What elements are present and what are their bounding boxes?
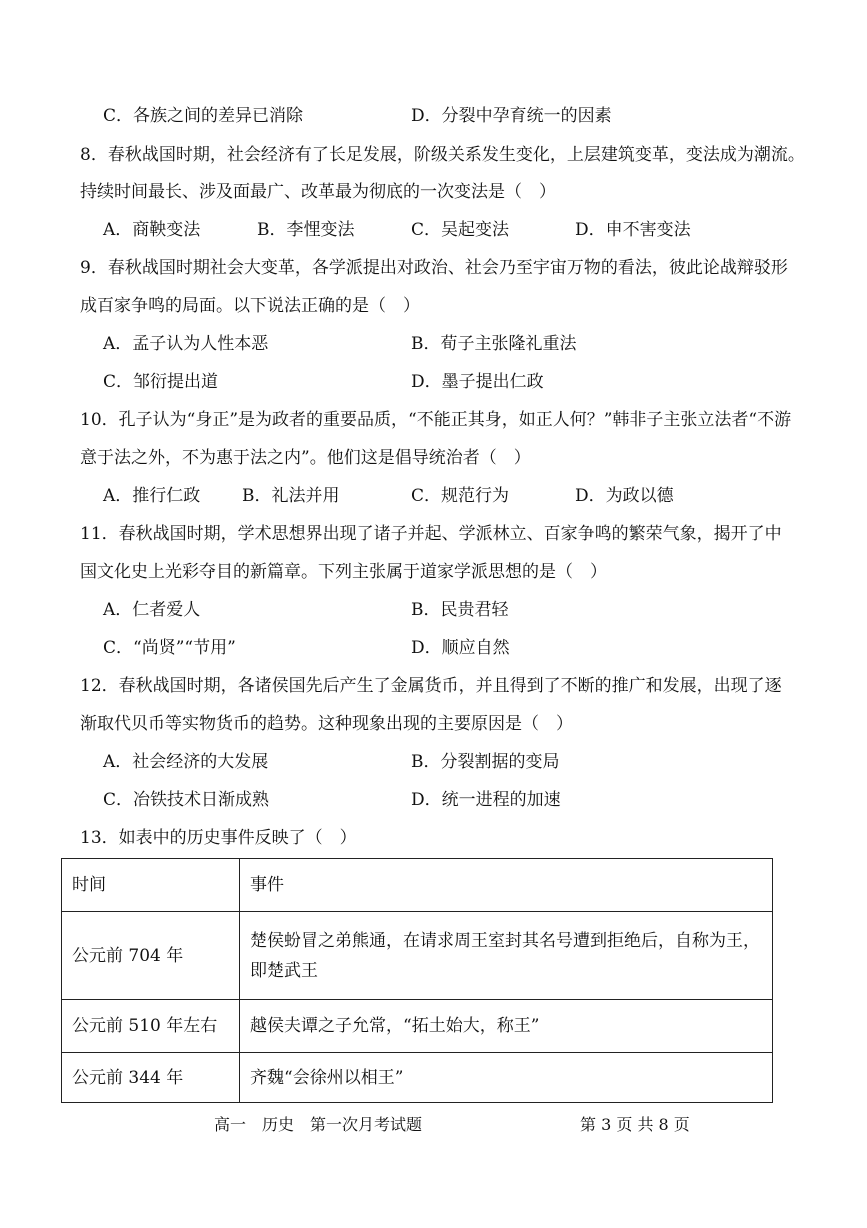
q9-option-d: D．墨子提出仁政 xyxy=(411,372,544,392)
q10-stem-line1: 10．孔子认为“身正”是为政者的重要品质，“不能正其身，如正人何？”韩非子主张立法者“不游 xyxy=(80,410,792,430)
q11-stem-line1: 11．春秋战国时期，学术思想界出现了诸子并起、学派林立、百家争鸣的繁荣气象，揭开了中 xyxy=(80,524,782,544)
q12-option-c: C．冶铁技术日渐成熟 xyxy=(103,790,270,810)
event-text-line1: 楚侯蚡冒之弟熊通，在请求周王室封其名号遭到拒绝后，自称为王， xyxy=(250,930,760,951)
q8-option-b: B．李悝变法 xyxy=(257,220,355,240)
q9-stem-line1: 9．春秋战国时期社会大变革，各学派提出对政治、社会乃至宇宙万物的看法，彼此论战辩驳形 xyxy=(80,258,788,278)
table-cell-event: 越侯夫谭之子允常，“拓土始大，称王” xyxy=(240,1000,773,1053)
q11-option-b: B．民贵君轻 xyxy=(411,600,509,620)
q13-stem-line1: 13．如表中的历史事件反映了（ ） xyxy=(80,828,357,848)
q11-stem-line2: 国文化史上光彩夺目的新篇章。下列主张属于道家学派思想的是（ ） xyxy=(80,562,607,582)
q10-option-a: A．推行仁政 xyxy=(103,486,201,506)
table-cell-time: 公元前 510 年左右 xyxy=(62,1000,240,1053)
q8-option-d: D．申不害变法 xyxy=(575,220,691,240)
history-events-table xyxy=(61,858,773,1103)
q9-stem-line2: 成百家争鸣的局面。以下说法正确的是（ ） xyxy=(80,296,420,316)
q9-option-c: C．邹衍提出道 xyxy=(103,372,219,392)
table-cell-time: 公元前 704 年 xyxy=(62,912,240,1000)
table-row xyxy=(62,1000,773,1053)
q10-option-c: C．规范行为 xyxy=(411,486,510,506)
footer-page-number: 第 3 页 共 8 页 xyxy=(580,1115,690,1134)
q12-stem-line2: 渐取代贝币等实物货币的趋势。这种现象出现的主要原因是（ ） xyxy=(80,714,573,734)
q10-stem-line2: 意于法之外，不为惠于法之内”。他们这是倡导统治者（ ） xyxy=(80,448,531,468)
q9-option-b: B．荀子主张隆礼重法 xyxy=(411,334,577,354)
table-row xyxy=(62,912,773,1000)
q8-stem-line2: 持续时间最长、涉及面最广、改革最为彻底的一次变法是（ ） xyxy=(80,182,556,202)
q8-stem-line1: 8．春秋战国时期，社会经济有了长足发展，阶级关系发生变化，上层建筑变革，变法成为潮流。 xyxy=(80,145,805,165)
table-cell-event: 齐魏“会徐州以相王” xyxy=(240,1053,773,1103)
q12-option-b: B．分裂割据的变局 xyxy=(411,752,560,772)
q11-option-d: D．顺应自然 xyxy=(411,638,510,658)
q7-option-d: D．分裂中孕育统一的因素 xyxy=(411,106,612,126)
event-text-line2: 即楚武王 xyxy=(250,960,318,981)
table-header-row xyxy=(62,859,773,912)
q9-option-a: A．孟子认为人性本恶 xyxy=(103,334,269,354)
table-row xyxy=(62,1053,773,1103)
table-cell-event xyxy=(240,912,773,1000)
q8-option-a: A．商鞅变法 xyxy=(103,220,201,240)
table-cell-time: 公元前 344 年 xyxy=(62,1053,240,1103)
q12-option-a: A．社会经济的大发展 xyxy=(103,752,269,772)
q7-option-c: C．各族之间的差异已消除 xyxy=(103,106,304,126)
q10-option-d: D．为政以德 xyxy=(575,486,674,506)
table-header-event: 事件 xyxy=(240,859,773,912)
q11-option-c: C．“尚贤”“节用” xyxy=(103,638,236,658)
table-header-time: 时间 xyxy=(62,859,240,912)
q8-option-c: C．吴起变法 xyxy=(411,220,510,240)
q11-option-a: A．仁者爱人 xyxy=(103,600,201,620)
q12-option-d: D．统一进程的加速 xyxy=(411,790,561,810)
footer-exam-title: 高一 历史 第一次月考试题 xyxy=(214,1115,423,1134)
q10-option-b: B．礼法并用 xyxy=(242,486,340,506)
q12-stem-line1: 12．春秋战国时期，各诸侯国先后产生了金属货币，并且得到了不断的推广和发展，出现了逐 xyxy=(80,676,782,696)
